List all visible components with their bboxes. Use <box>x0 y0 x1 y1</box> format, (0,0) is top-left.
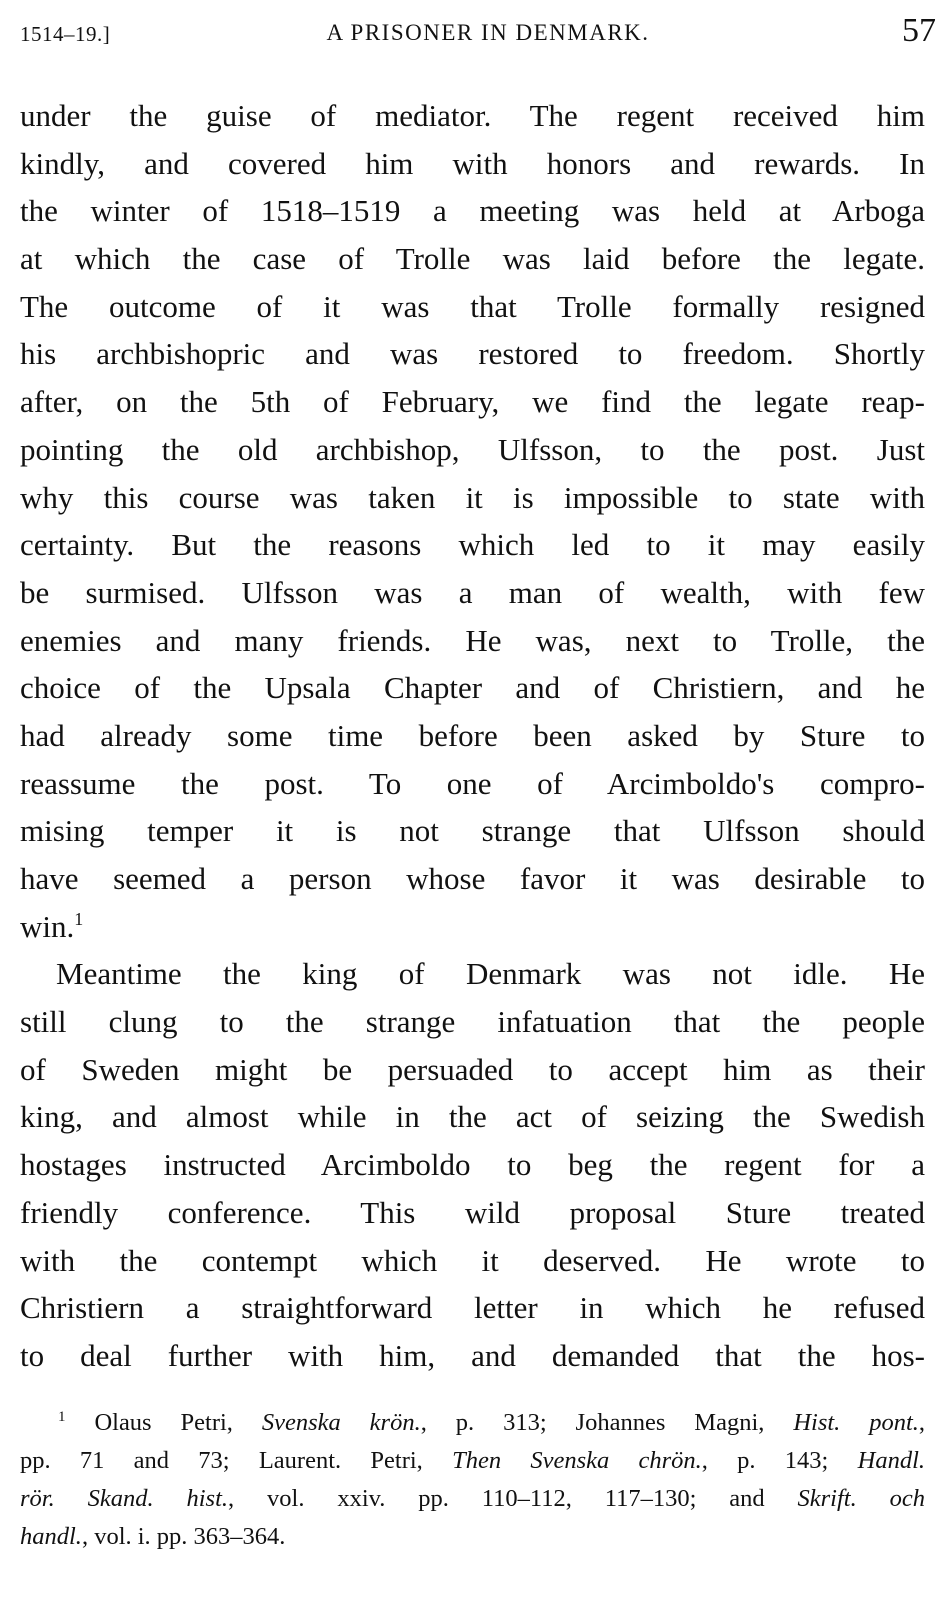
text-line: Christiern a straightforward letter in which he refused <box>20 1290 925 1326</box>
text-line: of Sweden might be persuaded to accept him as their <box>20 1051 925 1087</box>
text-line: after, on the 5th of February, we find the legate reap- <box>20 384 925 420</box>
footnote <box>20 1404 925 1556</box>
text-line: his archbishopric and was restored to freedom. Shortly <box>20 336 925 372</box>
footnote-title: handl. <box>20 1523 82 1550</box>
header-year-range: 1514–19.] <box>20 22 111 46</box>
text-line: king, and almost while in the act of seizing the Swedish <box>20 1099 925 1135</box>
text-line: friendly conference. This wild proposal Sture treated <box>20 1194 925 1230</box>
footnote-line <box>20 1404 925 1442</box>
text-line: at which the case of Trolle was laid before the legate. <box>20 241 925 277</box>
text-line: choice of the Upsala Chapter and of Christiern, and he <box>20 670 925 706</box>
footnote-text: pp. 71 and 73; Laurent. Petri, <box>20 1447 453 1474</box>
text-line: hostages instructed Arcimboldo to beg the regent for a <box>20 1147 925 1183</box>
text-line: enemies and many friends. He was, next to Trolle, the <box>20 622 925 658</box>
footnote-reference: 1 <box>74 908 84 929</box>
text-line: to deal further with him, and demanded that the hos- <box>20 1337 925 1373</box>
footnote-title: rör. Skand. hist. <box>20 1485 229 1512</box>
footnote-text: , p. 313; Johannes Magni, <box>420 1409 794 1436</box>
footnote-title: Then Svenska chrön. <box>452 1447 702 1474</box>
text-line: mising temper it is not strange that Ulfsson should <box>20 813 925 849</box>
footnote-text: , <box>918 1409 926 1436</box>
text-line: under the guise of mediator. The regent received him <box>20 98 925 133</box>
text-line: The outcome of it was that Trolle formally resigned <box>20 288 925 324</box>
text-line: Meantime the king of Denmark was not idle. He <box>56 956 925 992</box>
footnote-title: Skrift. och <box>797 1485 925 1512</box>
footnote-text: , vol. xxiv. pp. 110–112, 117–130; and <box>228 1485 798 1512</box>
text-line: why this course was taken it is impossible to state with <box>20 479 925 515</box>
text-line: still clung to the strange infatuation that the people <box>20 1004 925 1040</box>
text-line: pointing the old archbishop, Ulfsson, to the post. Just <box>20 431 925 467</box>
text-line: kindly, and covered him with honors and rewards. In <box>20 145 925 181</box>
footnote-text: , p. 143; <box>701 1447 858 1474</box>
text-line: the winter of 1518–1519 a meeting was held at Arboga <box>20 193 925 229</box>
footnote-line <box>20 1518 925 1556</box>
body-text <box>20 92 925 1380</box>
footnote-line <box>20 1442 925 1480</box>
text-line: certainty. But the reasons which led to it may easily <box>20 527 925 563</box>
text-line: with the contempt which it deserved. He wrote to <box>20 1242 925 1278</box>
footnote-title: Handl. <box>857 1447 925 1474</box>
footnote-marker: 1 <box>58 1409 66 1425</box>
footnote-title: Hist. pont. <box>793 1409 919 1436</box>
page-number: 57 <box>902 12 936 49</box>
running-header <box>20 12 936 52</box>
footnote-title: Svenska krön. <box>261 1409 421 1436</box>
footnote-text: , vol. i. pp. 363–364. <box>81 1523 286 1550</box>
footnote-line <box>20 1480 925 1518</box>
text-line: reassume the post. To one of Arcimboldo's compro- <box>20 765 925 801</box>
text-line: be surmised. Ulfsson was a man of wealth, with few <box>20 574 925 610</box>
header-title: A PRISONER IN DENMARK. <box>326 20 650 45</box>
text-line: had already some time before been asked by Sture to <box>20 717 925 753</box>
text-line: have seemed a person whose favor it was desirable to <box>20 861 925 896</box>
footnote-text: Olaus Petri, <box>94 1409 262 1436</box>
text-fragment: win. <box>20 908 75 944</box>
paragraph-end-line <box>20 903 925 951</box>
